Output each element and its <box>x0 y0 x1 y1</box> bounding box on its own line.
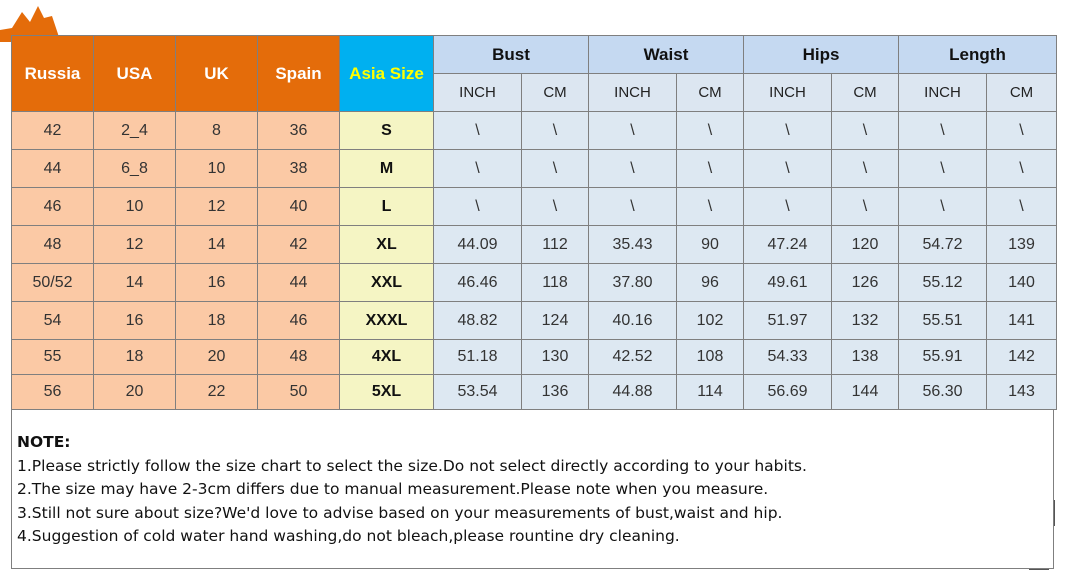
table-row <box>12 264 1057 302</box>
measurement-cell: 118 <box>522 264 589 302</box>
usa-size-cell: 16 <box>94 302 176 340</box>
measurement-cell: 124 <box>522 302 589 340</box>
measurement-cell: \ <box>522 150 589 188</box>
measurement-cell: \ <box>522 188 589 226</box>
measurement-cell: \ <box>589 188 677 226</box>
measurement-cell: \ <box>589 150 677 188</box>
asia-size-cell: XXXL <box>340 302 434 340</box>
edge-mark <box>1029 569 1049 570</box>
header-spain: Spain <box>258 36 340 112</box>
measurement-cell: 90 <box>677 226 744 264</box>
measurement-cell: \ <box>899 188 987 226</box>
asia-size-cell: 5XL <box>340 375 434 410</box>
unit-header: INCH <box>434 74 522 112</box>
measurement-cell: 132 <box>832 302 899 340</box>
measurement-cell: \ <box>522 112 589 150</box>
measurement-cell: \ <box>832 150 899 188</box>
table-row <box>12 188 1057 226</box>
measurement-cell: 48.82 <box>434 302 522 340</box>
measurement-cell: 44.09 <box>434 226 522 264</box>
usa-size-cell: 2_4 <box>94 112 176 150</box>
table-row <box>12 112 1057 150</box>
spain-size-cell: 50 <box>258 375 340 410</box>
russia-size-cell: 50/52 <box>12 264 94 302</box>
russia-size-cell: 44 <box>12 150 94 188</box>
measurement-cell: 55.51 <box>899 302 987 340</box>
measurement-cell: \ <box>987 150 1057 188</box>
header-uk: UK <box>176 36 258 112</box>
uk-size-cell: 20 <box>176 340 258 375</box>
unit-header: INCH <box>744 74 832 112</box>
uk-size-cell: 12 <box>176 188 258 226</box>
measurement-cell: 55.91 <box>899 340 987 375</box>
measurement-cell: 141 <box>987 302 1057 340</box>
unit-header: CM <box>987 74 1057 112</box>
table-row <box>12 150 1057 188</box>
header-bust: Bust <box>434 36 589 74</box>
measurement-cell: 49.61 <box>744 264 832 302</box>
measurement-cell: 54.72 <box>899 226 987 264</box>
note-line: 1.Please strictly follow the size chart to select the size.Do not select directly according to your habits. <box>17 456 807 475</box>
measurement-cell: 139 <box>987 226 1057 264</box>
uk-size-cell: 14 <box>176 226 258 264</box>
measurement-cell: \ <box>987 188 1057 226</box>
usa-size-cell: 6_8 <box>94 150 176 188</box>
russia-size-cell: 55 <box>12 340 94 375</box>
measurement-cell: 56.30 <box>899 375 987 410</box>
spain-size-cell: 44 <box>258 264 340 302</box>
measurement-cell: 51.97 <box>744 302 832 340</box>
header-length: Length <box>899 36 1057 74</box>
note-line: 3.Still not sure about size?We'd love to advise based on your measurements of bust,waist and hip. <box>17 503 783 522</box>
usa-size-cell: 12 <box>94 226 176 264</box>
uk-size-cell: 16 <box>176 264 258 302</box>
measurement-cell: 56.69 <box>744 375 832 410</box>
measurement-cell: 138 <box>832 340 899 375</box>
measurement-cell: \ <box>589 112 677 150</box>
measurement-cell: 108 <box>677 340 744 375</box>
measurement-cell: 35.43 <box>589 226 677 264</box>
measurement-cell: \ <box>832 188 899 226</box>
unit-header: CM <box>832 74 899 112</box>
measurement-cell: \ <box>899 112 987 150</box>
usa-size-cell: 18 <box>94 340 176 375</box>
table-row <box>12 226 1057 264</box>
usa-size-cell: 20 <box>94 375 176 410</box>
measurement-cell: \ <box>434 150 522 188</box>
table-row <box>12 340 1057 375</box>
note-title: NOTE: <box>17 433 71 451</box>
measurement-cell: 136 <box>522 375 589 410</box>
russia-size-cell: 56 <box>12 375 94 410</box>
asia-size-cell: L <box>340 188 434 226</box>
spain-size-cell: 36 <box>258 112 340 150</box>
size-chart-table <box>11 35 1057 410</box>
russia-size-cell: 48 <box>12 226 94 264</box>
unit-header: CM <box>522 74 589 112</box>
spain-size-cell: 40 <box>258 188 340 226</box>
header-usa: USA <box>94 36 176 112</box>
measurement-cell: 46.46 <box>434 264 522 302</box>
measurement-cell: 120 <box>832 226 899 264</box>
spain-size-cell: 42 <box>258 226 340 264</box>
spain-size-cell: 46 <box>258 302 340 340</box>
usa-size-cell: 14 <box>94 264 176 302</box>
header-russia: Russia <box>12 36 94 112</box>
measurement-cell: 114 <box>677 375 744 410</box>
uk-size-cell: 8 <box>176 112 258 150</box>
asia-size-cell: 4XL <box>340 340 434 375</box>
measurement-cell: \ <box>434 188 522 226</box>
measurement-cell: \ <box>677 150 744 188</box>
measurement-cell: 143 <box>987 375 1057 410</box>
asia-size-cell: XL <box>340 226 434 264</box>
note-box <box>11 409 1054 569</box>
header-waist: Waist <box>589 36 744 74</box>
measurement-cell: 112 <box>522 226 589 264</box>
measurement-cell: 44.88 <box>589 375 677 410</box>
measurement-cell: \ <box>899 150 987 188</box>
measurement-cell: 142 <box>987 340 1057 375</box>
uk-size-cell: 10 <box>176 150 258 188</box>
unit-header: CM <box>677 74 744 112</box>
measurement-cell: 47.24 <box>744 226 832 264</box>
measurement-cell: \ <box>744 150 832 188</box>
measurement-cell: \ <box>677 112 744 150</box>
measurement-cell: 51.18 <box>434 340 522 375</box>
measurement-cell: \ <box>744 112 832 150</box>
measurement-cell: 55.12 <box>899 264 987 302</box>
measurement-cell: 126 <box>832 264 899 302</box>
russia-size-cell: 46 <box>12 188 94 226</box>
russia-size-cell: 42 <box>12 112 94 150</box>
header-hips: Hips <box>744 36 899 74</box>
edge-mark <box>1054 500 1055 526</box>
measurement-cell: 130 <box>522 340 589 375</box>
measurement-cell: 42.52 <box>589 340 677 375</box>
measurement-cell: 37.80 <box>589 264 677 302</box>
measurement-cell: \ <box>744 188 832 226</box>
note-line: 4.Suggestion of cold water hand washing,do not bleach,please rountine dry cleaning. <box>17 527 680 546</box>
measurement-cell: \ <box>987 112 1057 150</box>
measurement-cell: \ <box>677 188 744 226</box>
measurement-cell: \ <box>832 112 899 150</box>
uk-size-cell: 22 <box>176 375 258 410</box>
measurement-cell: 102 <box>677 302 744 340</box>
measurement-cell: 140 <box>987 264 1057 302</box>
table-row <box>12 375 1057 410</box>
usa-size-cell: 10 <box>94 188 176 226</box>
asia-size-cell: S <box>340 112 434 150</box>
uk-size-cell: 18 <box>176 302 258 340</box>
unit-header: INCH <box>589 74 677 112</box>
asia-size-cell: M <box>340 150 434 188</box>
measurement-cell: 40.16 <box>589 302 677 340</box>
unit-header: INCH <box>899 74 987 112</box>
asia-size-cell: XXL <box>340 264 434 302</box>
spain-size-cell: 38 <box>258 150 340 188</box>
table-row <box>12 302 1057 340</box>
measurement-cell: 96 <box>677 264 744 302</box>
measurement-cell: 53.54 <box>434 375 522 410</box>
note-line: 2.The size may have 2-3cm differs due to manual measurement.Please note when you measure. <box>17 480 769 499</box>
measurement-cell: 54.33 <box>744 340 832 375</box>
header-asia-size: Asia Size <box>340 36 434 112</box>
russia-size-cell: 54 <box>12 302 94 340</box>
measurement-cell: \ <box>434 112 522 150</box>
measurement-cell: 144 <box>832 375 899 410</box>
spain-size-cell: 48 <box>258 340 340 375</box>
